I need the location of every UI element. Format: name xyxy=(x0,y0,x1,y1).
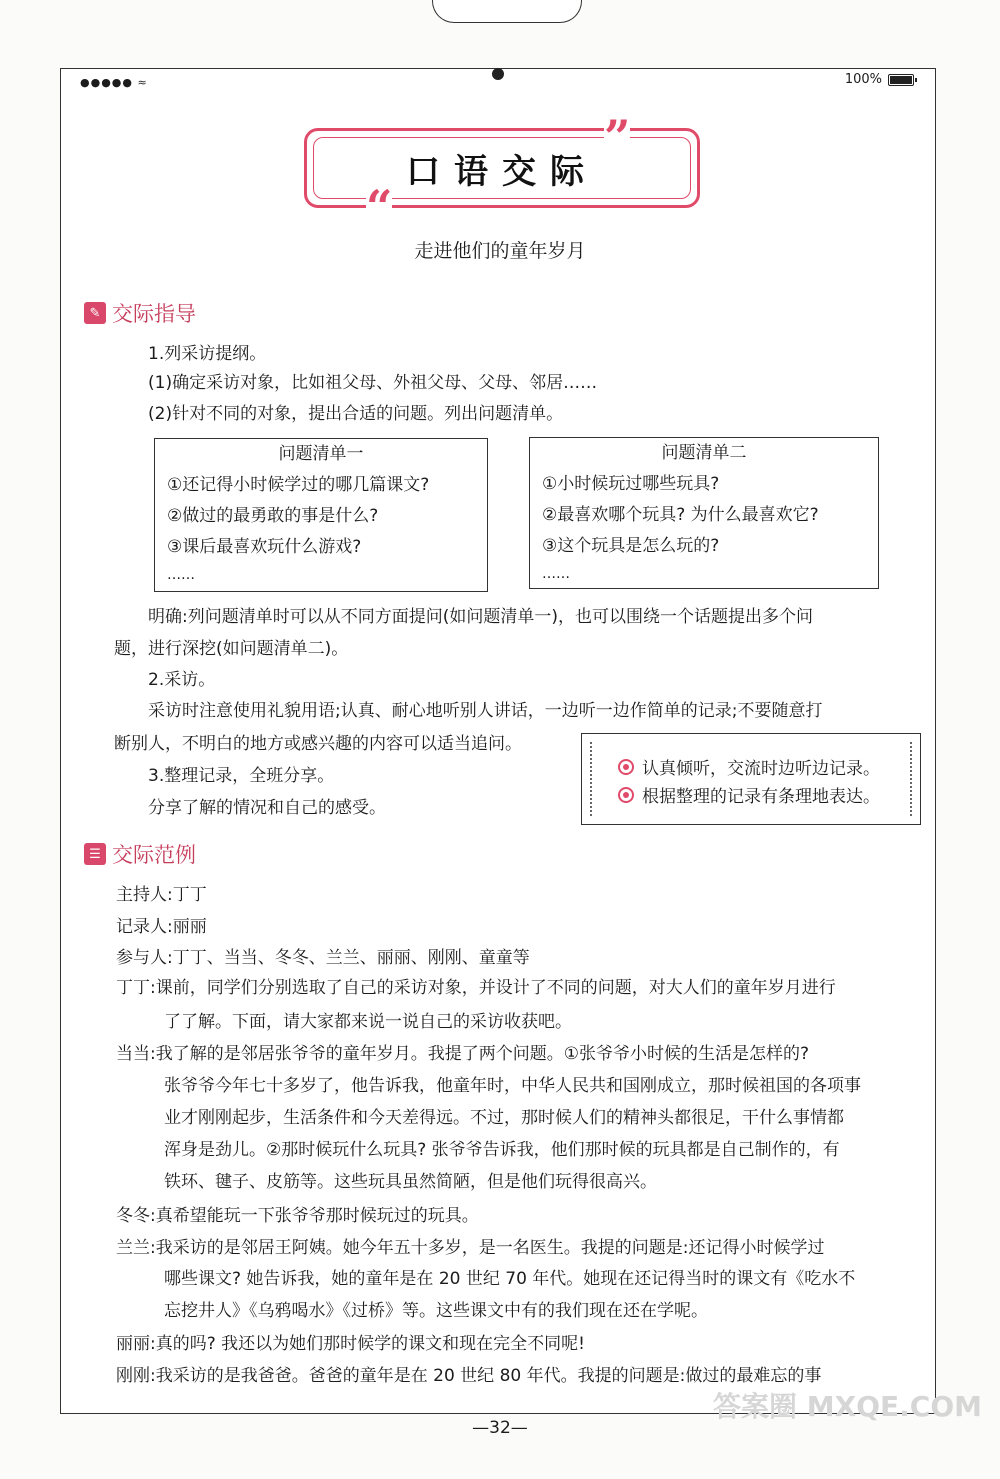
example-line: 丁丁:课前，同学们分别选取了自己的采访对象，并设计了不同的问题，对大人们的童年岁月进行 xyxy=(116,978,836,998)
tip-item xyxy=(618,754,880,779)
example-line: 主持人:丁丁 xyxy=(116,885,207,905)
example-line: 哪些课文? 她告诉我，她的童年是在 20 世纪 70 年代。她现在还记得当时的课文有《吃水不 xyxy=(164,1269,856,1289)
pencil-icon: ✎ xyxy=(84,302,106,324)
step-2: 2.采访。 xyxy=(148,670,216,690)
step-1b: (2)针对不同的对象，提出合适的问题。列出问题清单。 xyxy=(148,404,564,424)
title-banner xyxy=(304,128,700,208)
battery-percent: 100% xyxy=(844,72,882,87)
example-line: 张爷爷今年七十多岁了，他告诉我，他童年时，中华人民共和国刚成立，那时候祖国的各项事 xyxy=(164,1076,861,1096)
example-line: 忘挖井人》《乌鸦喝水》《过桥》等。这些课文中有的我们现在还在学呢。 xyxy=(164,1301,708,1321)
page-title: 口语交际 xyxy=(313,137,691,199)
target-icon xyxy=(618,759,634,775)
question-item: ②最喜欢哪个玩具? 为什么最喜欢它? xyxy=(542,505,819,525)
clarify-text: 题，进行深挖(如问题清单二)。 xyxy=(114,639,349,659)
step-2-text: 采访时注意使用礼貌用语;认真、耐心地听别人讲话，一边听一边作简单的记录;不要随意打 xyxy=(148,701,823,721)
question-list-title: 问题清单二 xyxy=(661,443,747,463)
list-icon: ☰ xyxy=(84,843,106,865)
example-line: 兰兰:我采访的是邻居王阿姨。她今年五十多岁，是一名医生。我提的问题是:还记得小时候学过 xyxy=(116,1238,825,1258)
example-line: 业才刚刚起步，生活条件和今天差得远。不过，那时候人们的精神头都很足，干什么事情都 xyxy=(164,1108,844,1128)
question-item: ①小时候玩过哪些玩具? xyxy=(542,474,720,494)
example-line: 冬冬:真希望能玩一下张爷爷那时候玩过的玩具。 xyxy=(116,1206,479,1226)
question-list-title: 问题清单一 xyxy=(278,444,364,464)
camera-dot xyxy=(492,68,504,80)
question-list-two xyxy=(529,437,879,589)
step-2-text: 断别人，不明白的地方或感兴趣的内容可以适当追问。 xyxy=(114,734,522,754)
example-line: 参与人:丁丁、当当、冬冬、兰兰、丽丽、刚刚、童童等 xyxy=(116,948,530,968)
step-1a: (1)确定采访对象，比如祖父母、外祖父母、父母、邻居…… xyxy=(148,373,598,393)
example-line: 铁环、毽子、皮筋等。这些玩具虽然简陋，但是他们玩得很高兴。 xyxy=(164,1172,657,1192)
tip-text: 认真倾听，交流时边听边记录。 xyxy=(642,759,880,779)
question-item: …… xyxy=(542,566,570,582)
question-item: ③这个玩具是怎么玩的? xyxy=(542,536,720,556)
example-line: 了了解。下面，请大家都来说一说自己的采访收获吧。 xyxy=(164,1012,572,1032)
section-heading-example xyxy=(84,839,196,869)
step-3-text: 分享了解的情况和自己的感受。 xyxy=(148,798,386,818)
question-item: ③课后最喜欢玩什么游戏? xyxy=(167,537,362,557)
question-item: ①还记得小时候学过的哪几篇课文? xyxy=(167,475,430,495)
tablet-notch xyxy=(432,0,582,23)
page-number: —32— xyxy=(472,1418,528,1438)
quote-mark-icon: ” xyxy=(604,110,631,164)
example-line: 浑身是劲儿。②那时候玩什么玩具? 张爷爷告诉我，他们那时候的玩具都是自己制作的，有 xyxy=(164,1140,840,1160)
section-heading-guidance xyxy=(84,298,196,328)
question-list-one xyxy=(154,438,488,592)
step-1: 1.列采访提纲。 xyxy=(148,344,267,364)
example-line: 刚刚:我采访的是我爸爸。爸爸的童年是在 20 世纪 80 年代。我提的问题是:做过的最难忘的事 xyxy=(116,1366,822,1386)
target-icon xyxy=(618,787,634,803)
tips-note xyxy=(581,733,921,825)
step-3: 3.整理记录，全班分享。 xyxy=(148,766,335,786)
watermark-logo: 答案圈 MXQE.COM xyxy=(713,1390,982,1423)
section-heading-label: 交际范例 xyxy=(112,843,196,867)
example-line: 记录人:丽丽 xyxy=(116,917,207,937)
clarify-text: 明确:列问题清单时可以从不同方面提问(如问题清单一)，也可以围绕一个话题提出多个问 xyxy=(148,607,813,627)
page-subtitle: 走进他们的童年岁月 xyxy=(414,240,586,262)
signal-indicator: ●●●●● ≈ xyxy=(80,76,148,89)
tip-item xyxy=(618,782,880,807)
quote-mark-icon: “ xyxy=(366,180,393,234)
section-heading-label: 交际指导 xyxy=(112,302,196,326)
example-line: 当当:我了解的是邻居张爷爷的童年岁月。我提了两个问题。①张爷爷小时候的生活是怎样的? xyxy=(116,1044,809,1064)
example-line: 丽丽:真的吗? 我还以为她们那时候学的课文和现在完全不同呢! xyxy=(116,1334,585,1354)
battery-status xyxy=(845,72,914,87)
question-item: …… xyxy=(167,567,195,583)
question-item: ②做过的最勇敢的事是什么? xyxy=(167,506,379,526)
tip-text: 根据整理的记录有条理地表达。 xyxy=(642,787,880,807)
battery-icon xyxy=(888,74,914,86)
